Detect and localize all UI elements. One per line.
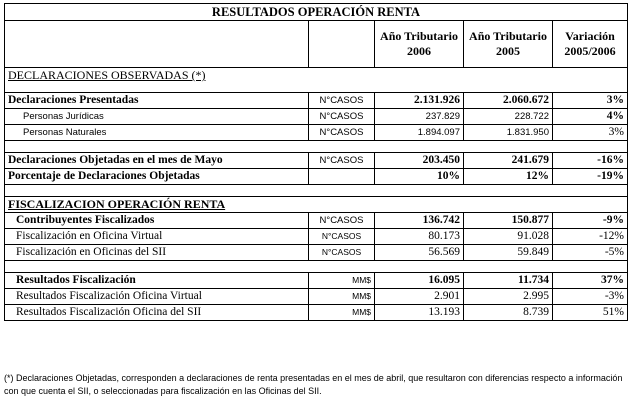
header-year-2005: Año Tributario 2005	[464, 21, 553, 68]
value-2006: 16.095	[375, 273, 464, 289]
value-variation: 51%	[553, 305, 628, 321]
row-unit	[309, 169, 375, 185]
value-2006: 203.450	[375, 153, 464, 169]
table-row	[5, 289, 628, 305]
row-unit: N°CASOS	[309, 213, 375, 229]
table-title: RESULTADOS OPERACIÓN RENTA	[5, 4, 628, 21]
value-variation: -9%	[553, 213, 628, 229]
value-2005: 2.995	[464, 289, 553, 305]
spacer-row	[5, 141, 628, 153]
value-variation: -3%	[553, 289, 628, 305]
value-2006: 10%	[375, 169, 464, 185]
row-unit: N°CASOS	[309, 229, 375, 245]
value-2006: 237.829	[375, 109, 464, 125]
row-label: Porcentaje de Declaraciones Objetadas	[5, 169, 309, 185]
table-row	[5, 169, 628, 185]
row-label: Fiscalización en Oficina Virtual	[5, 229, 309, 245]
row-unit: N°CASOS	[309, 109, 375, 125]
row-unit: MM$	[309, 273, 375, 289]
row-label: Personas Jurídicas	[5, 109, 309, 125]
section-observadas: DECLARACIONES OBSERVADAS (*)	[5, 68, 628, 84]
value-2005: 2.060.672	[464, 93, 553, 109]
spacer-row	[5, 185, 628, 197]
section-fiscalizacion: FISCALIZACION OPERACIÓN RENTA	[5, 197, 628, 213]
value-2006: 2.901	[375, 289, 464, 305]
row-unit: N°CASOS	[309, 245, 375, 261]
table-row	[5, 109, 628, 125]
row-unit: MM$	[309, 289, 375, 305]
value-2005: 228.722	[464, 109, 553, 125]
table-row	[5, 153, 628, 169]
table-row	[5, 213, 628, 229]
row-label: Resultados Fiscalización Oficina Virtual	[5, 289, 309, 305]
table-row	[5, 229, 628, 245]
value-2005: 12%	[464, 169, 553, 185]
value-variation: 37%	[553, 273, 628, 289]
value-variation: -16%	[553, 153, 628, 169]
value-2006: 13.193	[375, 305, 464, 321]
row-label: Contribuyentes Fiscalizados	[5, 213, 309, 229]
footnote: (*) Declaraciones Objetadas, corresponden a declaraciones de renta presentadas en el mes de abril, que resultaron con diferencias respecto a información con que cuenta el SII, o seleccionadas para fiscalización en las Oficinas del SII.	[4, 373, 623, 396]
value-2005: 59.849	[464, 245, 553, 261]
value-variation: 3%	[553, 125, 628, 141]
header-variation: Variación 2005/2006	[553, 21, 628, 68]
value-2006: 80.173	[375, 229, 464, 245]
value-2005: 1.831.950	[464, 125, 553, 141]
results-table	[4, 3, 628, 321]
header-unit-blank	[309, 21, 375, 68]
header-year-2006: Año Tributario 2006	[375, 21, 464, 68]
value-variation: -12%	[553, 229, 628, 245]
value-2005: 11.734	[464, 273, 553, 289]
value-2006: 136.742	[375, 213, 464, 229]
table-row	[5, 93, 628, 109]
value-variation: 4%	[553, 109, 628, 125]
table-row	[5, 245, 628, 261]
table-row	[5, 305, 628, 321]
row-label: Resultados Fiscalización Oficina del SII	[5, 305, 309, 321]
value-2005: 150.877	[464, 213, 553, 229]
spacer-row	[5, 261, 628, 273]
row-label: Fiscalización en Oficinas del SII	[5, 245, 309, 261]
spacer-row	[5, 83, 628, 93]
value-2005: 8.739	[464, 305, 553, 321]
row-unit: N°CASOS	[309, 93, 375, 109]
value-2006: 1.894.097	[375, 125, 464, 141]
row-label: Personas Naturales	[5, 125, 309, 141]
value-variation: -19%	[553, 169, 628, 185]
value-2005: 241.679	[464, 153, 553, 169]
row-unit: MM$	[309, 305, 375, 321]
value-2006: 2.131.926	[375, 93, 464, 109]
table-row	[5, 273, 628, 289]
value-2005: 91.028	[464, 229, 553, 245]
row-label: Declaraciones Objetadas en el mes de Mayo	[5, 153, 309, 169]
row-unit: N°CASOS	[309, 153, 375, 169]
value-variation: 3%	[553, 93, 628, 109]
row-label: Declaraciones Presentadas	[5, 93, 309, 109]
row-unit: N°CASOS	[309, 125, 375, 141]
value-variation: -5%	[553, 245, 628, 261]
value-2006: 56.569	[375, 245, 464, 261]
table-row	[5, 125, 628, 141]
header-blank	[5, 21, 309, 68]
row-label: Resultados Fiscalización	[5, 273, 309, 289]
